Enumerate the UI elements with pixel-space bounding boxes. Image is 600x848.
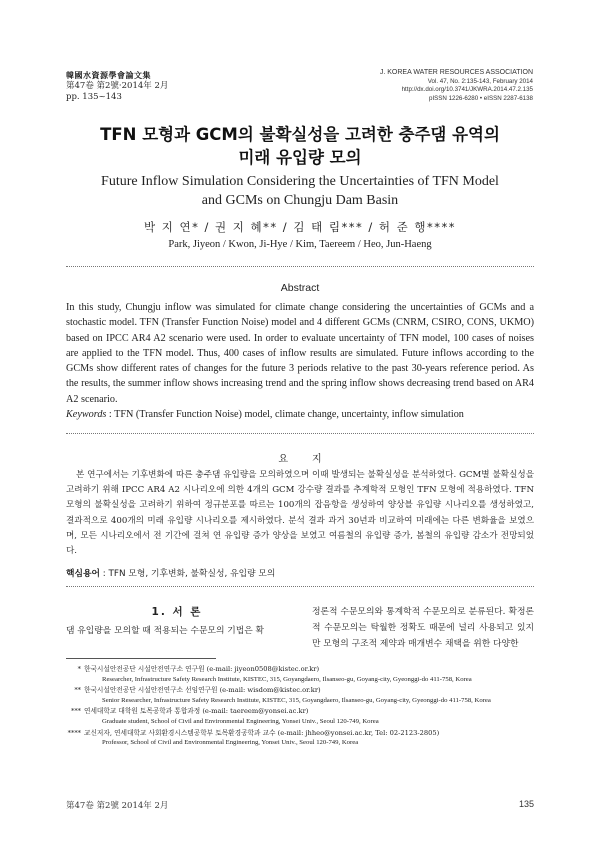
title-korean: [0, 123, 600, 169]
footnote-mark: **: [74, 686, 81, 695]
abstract-text: In this study, Chungju inflow was simulated for climate change considering the uncertainties of GCMs and a stochastic model. TFN (Transfer Function Noise) model and 4 different GCMs (CNRM, CSIRO, CONS, UKMO) based on IPCC AR4 A2 scenario were used. In order to evaluate uncertainty of TFN model, 100 cases of noises are applied to the TFN model. Thus, 400 cases of inflow results are simulated. Future inflows according to the GCMs show different rates of changes for the future 3 periods relative to the past 30-years reference period. As the results, the summer inflow shows increasing trend and the spring inflow shows decreasing trend based on AR4 A2 scenario.: [66, 302, 534, 405]
authors-korean: 박 지 연* / 권 지 혜** / 김 태 림*** / 허 준 행****: [143, 220, 457, 234]
journal-name-en: J. KOREA WATER RESOURCES ASSOCIATION: [379, 69, 533, 76]
yoji-body: 본 연구에서는 기후변화에 따른 충주댐 유입량을 모의하였으며 이때 발생되는 불확실성을 분석하였다. GCM별 불확실성을 고려하기 위해 IPCC AR4 A2 시나리오에 의한 4개의 GCM 강수량 결과를 추계학적 모형인 TFN 모형에 적용하였다. TFN 모형의 불확실성을 고려하기 위하여 정규분포를 따르는 100개의 잡음항을 생성하여 양상블 유입량 시나리오를 생성하였고, 결과적으로 400개의 미래 유입량 시나리오를 제시하였다. 분석 결과 과거 30년과 비교하여 미래에는 다른 변화율을 보였으며, 모든 시나리오에서 전 기간에 걸쳐 연 유입량 증가 양상을 보였고 여름철의 유입량 증가, 봄철의 유입량 감소가 전망되었다.: [66, 470, 534, 557]
section-text-left: 댐 유입량을 모의할 때 적용되는 수문모의 기법은 확: [66, 626, 265, 636]
journal-pages: pp. 135~143: [66, 92, 122, 102]
issn: pISSN 1226-6280 • eISSN 2287-6138: [429, 94, 533, 102]
abstract-heading: Abstract: [280, 282, 320, 294]
footnote-ko: 한국시설안전공단 시설안전연구소 연구원 (e-mail: jiyeon0508@kistec.or.kr): [84, 665, 320, 673]
journal-volume-ko: 第47卷 第2號·2014年 2月: [66, 81, 169, 91]
footnote: [66, 728, 541, 749]
footer-volume: 第47卷 第2號 2014年 2月: [66, 801, 169, 811]
footnote: [66, 706, 541, 727]
title-english-line1: Future Inflow Simulation Considering the Uncertainties of TFN Model: [101, 174, 499, 189]
footnotes: [66, 664, 541, 749]
doi-link[interactable]: http://dx.doi.org/10.3741/JKWRA.2014.47.2.135: [401, 86, 533, 94]
page-number: 135: [518, 799, 534, 809]
keywords: [66, 408, 534, 422]
footnote-en: Senior Researcher, Infrastructure Safety Research Institute, KISTEC, 315, Goyangdaero, Ilsanseo-gu, Goyang-city, Gyeonggi-do 411-758, Korea: [102, 696, 491, 704]
footnote-en: Graduate student, School of Civil and Environmental Engineering, Yonsei Univ., Seoul 120-749, Korea: [102, 717, 379, 725]
title-english: [0, 172, 600, 210]
authors-english: Park, Jiyeon / Kwon, Ji-Hye / Kim, Taereem / Heo, Jun-Haeng: [168, 239, 432, 250]
footnote-ko: 연세대학교 대학원 토목공학과 통합과정 (e-mail: taereem@yonsei.ac.kr): [84, 707, 309, 716]
footnote-mark: ****: [67, 728, 81, 737]
footnote-mark: ***: [70, 707, 81, 716]
footnote-en: Researcher, Infrastructure Safety Research Institute, KISTEC, 315, Goyangdaero, Ilsanseo-gu, Goyang-city, Gyeonggi-do 411-758, Korea: [102, 675, 472, 683]
divider: [66, 586, 534, 587]
footnote-rule: [66, 658, 216, 659]
divider: [66, 433, 534, 434]
footnote: [66, 685, 541, 706]
title-korean-line1: TFN 모형과 GCM의 불확실성을 고려한 충주댐 유역의: [100, 125, 500, 144]
footnote-en: Professor, School of Civil and Environmental Engineering, Yonsei Univ., Seoul 120-749, Korea: [102, 739, 359, 747]
footnote: [66, 664, 541, 685]
divider: [66, 266, 534, 267]
journal-name-ko: 韓國水資源學會論文集: [66, 71, 151, 80]
keywords-korean-label: 핵심용어: [66, 569, 100, 579]
yoji-heading: 요지: [278, 454, 346, 465]
keywords-korean: [66, 566, 534, 579]
keywords-label: Keywords: [66, 409, 107, 420]
column-right: 정론적 수문모의와 통계학적 수문모의로 분류된다. 확정론적 수문모의는 탁월한 정확도 때문에 널리 사용되고 있지만 모형의 구조적 제약과 매개변수 채택을 위한 다양한: [312, 607, 534, 649]
title-english-line2: and GCMs on Chungju Dam Basin: [201, 193, 399, 208]
title-korean-line2: 미래 유입량 모의: [238, 148, 362, 167]
column-left: [66, 604, 288, 639]
keywords-korean-text: : TFN 모형, 기후변화, 불확실성, 유입량 모의: [100, 569, 276, 579]
footnote-ko: 교신저자, 연세대학교 사회환경시스템공학부 토목환경공학과 교수 (e-mail: jhheo@yonsei.ac.kr, Tel: 02-2123-2805): [84, 728, 440, 737]
footnote-mark: *: [77, 665, 81, 673]
footnote-ko: 한국시설안전공단 시설안전연구소 선임연구원 (e-mail: wisdom@kistec.or.kr): [84, 686, 321, 695]
keywords-text: : TFN (Transfer Function Noise) model, climate change, uncertainty, inflow simulation: [106, 409, 464, 420]
section-heading: 1. 서 론: [151, 606, 203, 618]
yoji-text: [66, 468, 534, 559]
journal-volume-en: Vol. 47, No. 2:135-143, February 2014: [427, 77, 533, 85]
journal-header-left: [66, 70, 168, 103]
journal-header-right: [380, 69, 533, 103]
